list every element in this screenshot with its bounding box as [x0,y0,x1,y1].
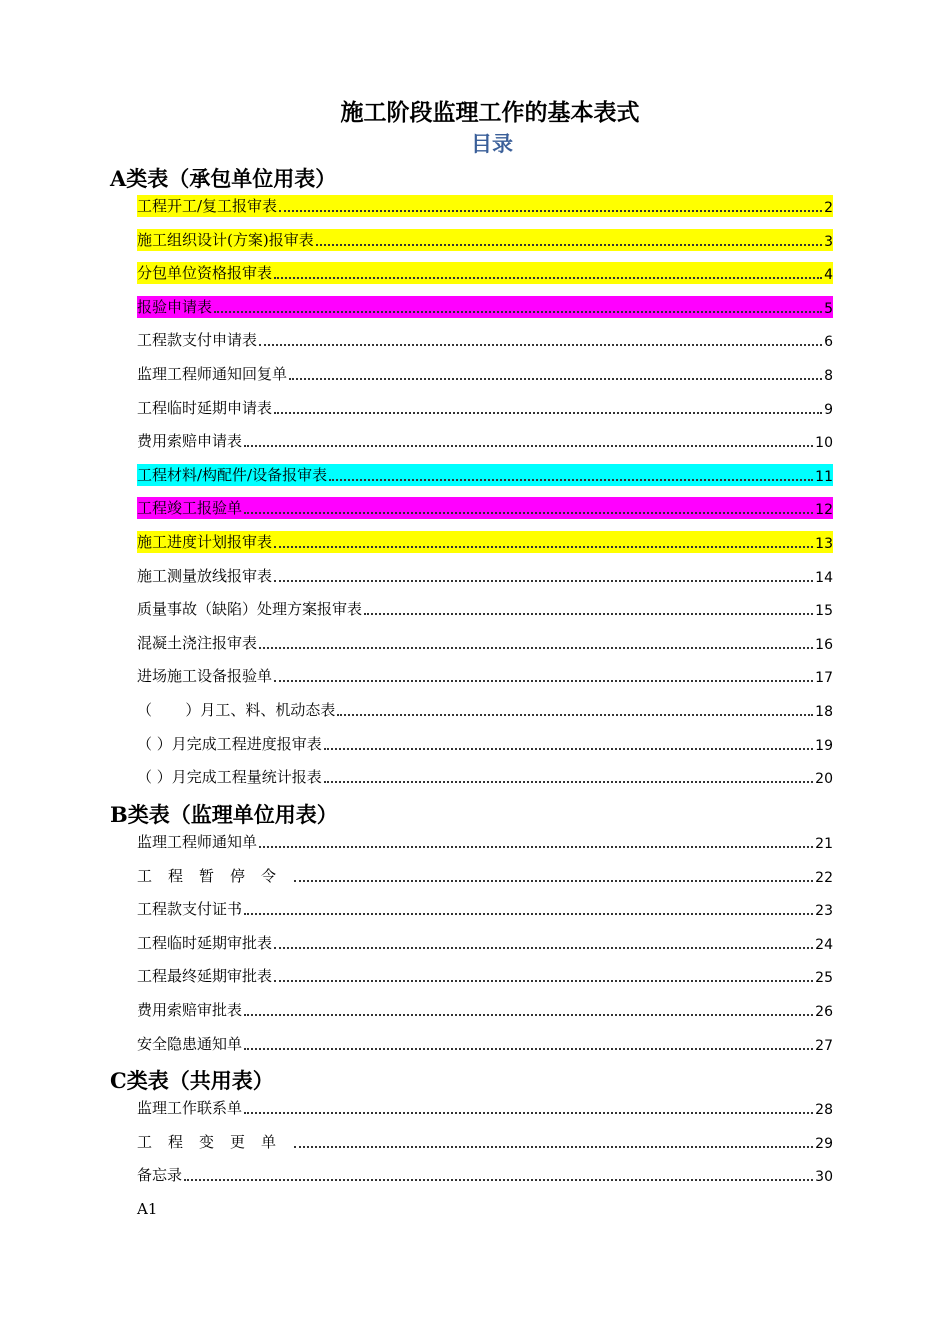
toc-entry-page-number: 6 [824,334,833,350]
toc-entry-label: 施工进度计划报审表 [137,533,273,551]
toc-entry-page-number: 16 [815,637,833,653]
dot-leader [274,946,813,949]
toc-entry-label: 工程暂停令 [137,867,293,885]
toc-entry-page-number: 24 [815,937,833,953]
toc-entry-page-number: 27 [815,1038,833,1054]
dot-leader [337,713,813,716]
form-code: A1 [137,1200,158,1218]
dot-leader [289,377,822,380]
toc-entry-label: （ ）月完成工程进度报审表 [137,735,322,753]
toc-entry-label: 监理工作联系单 [137,1099,243,1117]
dot-leader [274,679,813,682]
toc-entry-label: 监理工程师通知单 [137,833,258,851]
toc-entry-page-number: 30 [815,1169,833,1185]
toc-entry-page-number: 19 [815,738,833,754]
toc-entry[interactable] [137,598,833,620]
dot-leader [274,979,813,982]
dot-leader [274,545,813,548]
toc-entry-page-number: 4 [824,267,833,283]
dot-leader [316,243,822,246]
toc-entry-page-number: 26 [815,1004,833,1020]
dot-leader [244,912,813,915]
toc-entry-page-number: 29 [815,1136,833,1152]
toc-entry-page-number: 10 [815,435,833,451]
toc-entry[interactable] [137,531,833,553]
dot-leader [244,1111,813,1114]
toc-entry[interactable] [137,965,833,987]
toc-entry-page-number: 13 [815,536,833,552]
page-title: 施工阶段监理工作的基本表式 [340,99,640,126]
dot-leader [294,879,813,882]
toc-entry[interactable] [137,296,833,318]
toc-entry[interactable] [137,1033,833,1055]
dot-leader [214,310,822,313]
dot-leader [294,1145,813,1148]
toc-entry-label: 工程款支付申请表 [137,331,258,349]
toc-entry-page-number: 2 [824,200,833,216]
toc-entry-label: 安全隐患通知单 [137,1035,243,1053]
toc-entry-label: 工程变更单 [137,1133,293,1151]
dot-leader [364,612,813,615]
toc-entry-label: 施工组织设计(方案)报审表 [137,231,314,249]
section-heading: B类表（监理单位用表） [110,802,338,827]
toc-entry-page-number: 8 [824,368,833,384]
toc-entry-label: 工程竣工报验单 [137,499,243,517]
toc-entry-page-number: 17 [815,670,833,686]
toc-entry-label: 施工测量放线报审表 [137,567,273,585]
dot-leader [259,845,813,848]
toc-entry-label: 工程临时延期申请表 [137,399,273,417]
dot-leader [274,411,822,414]
dot-leader [324,780,813,783]
dot-leader [329,478,813,481]
toc-entry-label: 工程临时延期审批表 [137,934,273,952]
toc-entry[interactable] [137,932,833,954]
toc-entry[interactable] [137,1131,833,1153]
toc-entry-page-number: 20 [815,771,833,787]
toc-entry[interactable] [137,497,833,519]
toc-entry-page-number: 12 [815,502,833,518]
toc-entry-label: 质量事故（缺陷）处理方案报审表 [137,600,363,618]
toc-entry-page-number: 18 [815,704,833,720]
toc-entry-label: （ ）月完成工程量统计报表 [137,768,322,786]
toc-entry-label: 混凝土浇注报审表 [137,634,258,652]
toc-entry-label: 工程款支付证书 [137,900,243,918]
toc-entry-page-number: 21 [815,836,833,852]
toc-entry[interactable] [137,831,833,853]
toc-entry[interactable] [137,229,833,251]
toc-entry-label: 分包单位资格报审表 [137,264,273,282]
toc-entry-label: 进场施工设备报验单 [137,667,273,685]
toc-entry-page-number: 22 [815,870,833,886]
toc-entry-page-number: 25 [815,970,833,986]
toc-entry-page-number: 15 [815,603,833,619]
toc-entry[interactable] [137,565,833,587]
dot-leader [259,343,822,346]
toc-entry[interactable] [137,363,833,385]
toc-entry[interactable] [137,632,833,654]
toc-entry-page-number: 9 [824,402,833,418]
toc-entry[interactable] [137,665,833,687]
toc-entry[interactable] [137,430,833,452]
toc-entry[interactable] [137,262,833,284]
dot-leader [274,579,813,582]
toc-entry[interactable] [137,865,833,887]
toc-entry[interactable] [137,1097,833,1119]
toc-entry-label: 监理工程师通知回复单 [137,365,288,383]
toc-entry-label: 报验申请表 [137,298,213,316]
dot-leader [184,1178,813,1181]
toc-entry[interactable] [137,999,833,1021]
toc-entry-label: 工程最终延期审批表 [137,967,273,985]
toc-entry-page-number: 5 [824,301,833,317]
toc-entry[interactable] [137,898,833,920]
dot-leader [244,444,813,447]
toc-entry-label: 备忘录 [137,1166,183,1184]
dot-leader [274,276,822,279]
toc-entry[interactable] [137,195,833,217]
toc-entry[interactable] [137,329,833,351]
section-heading: C类表（共用表） [110,1068,274,1093]
toc-entry-page-number: 28 [815,1102,833,1118]
toc-entry-label: 工程材料/构配件/设备报审表 [137,466,328,484]
toc-entry-label: （ ）月工、料、机动态表 [137,701,336,719]
dot-leader [244,511,813,514]
dot-leader [259,646,813,649]
section-heading: A类表（承包单位用表） [110,166,337,191]
toc-entry[interactable] [137,766,833,788]
toc-entry[interactable] [137,397,833,419]
toc-entry-label: 费用索赔申请表 [137,432,243,450]
toc-entry-label: 费用索赔审批表 [137,1001,243,1019]
toc-entry-label: 工程开工/复工报审表 [137,197,278,215]
toc-subtitle: 目录 [471,132,513,156]
toc-entry-page-number: 23 [815,903,833,919]
dot-leader [324,747,813,750]
dot-leader [244,1047,813,1050]
toc-entry-page-number: 3 [824,234,833,250]
toc-entry-page-number: 14 [815,570,833,586]
dot-leader [279,209,822,212]
toc-entry-page-number: 11 [815,469,833,485]
dot-leader [244,1013,813,1016]
toc-entry[interactable] [137,733,833,755]
toc-entry[interactable] [137,699,833,721]
toc-entry[interactable] [137,1164,833,1186]
toc-entry[interactable] [137,464,833,486]
